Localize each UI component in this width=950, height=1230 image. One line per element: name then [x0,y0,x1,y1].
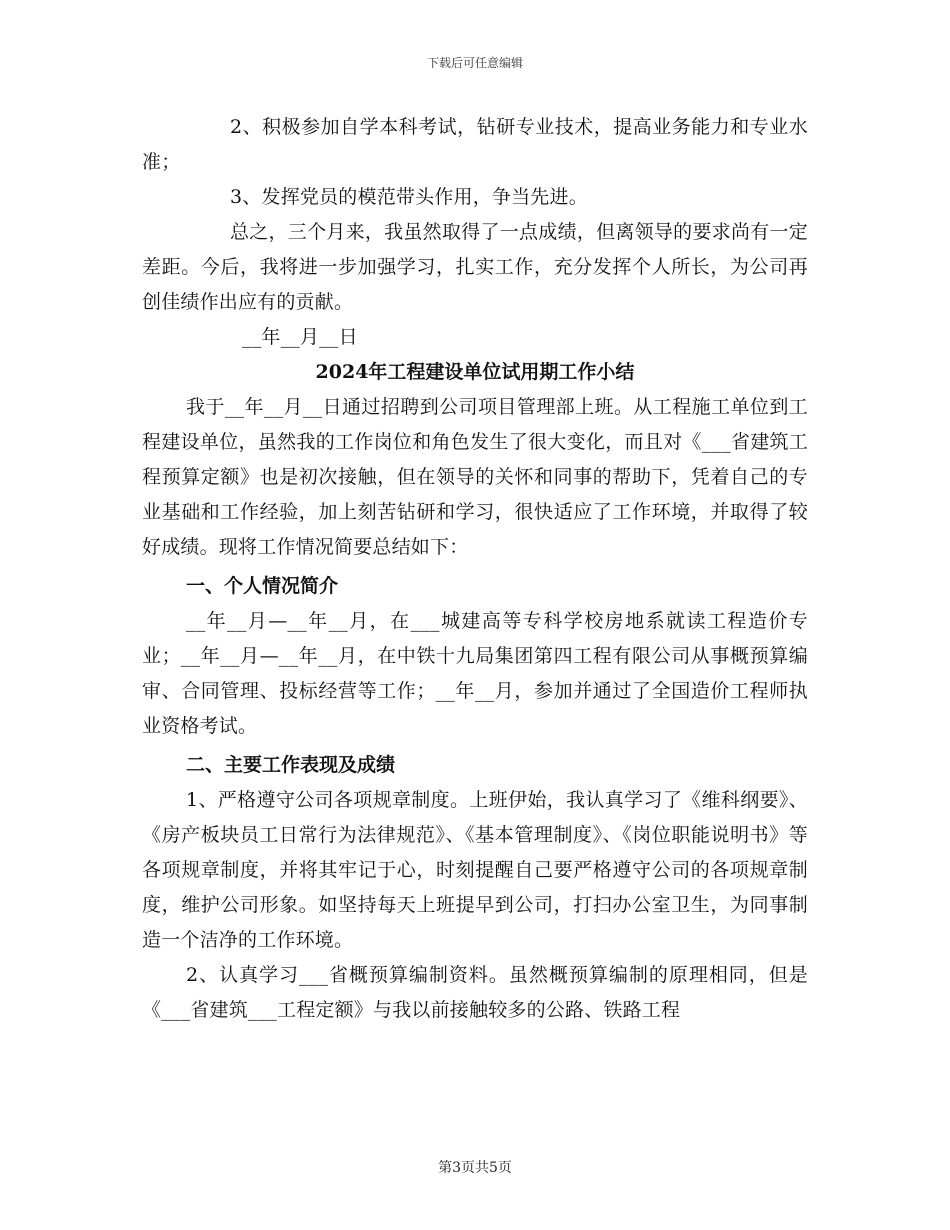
section-heading-2: 二、主要工作表现及成绩 [186,754,396,776]
paragraph-item-3: 3、发挥党员的模范带头作用，争当先进。 [230,186,588,208]
paragraph-conclusion: 总之，三个月来，我虽然取得了一点成绩，但离领导的要求尚有一定差距。今后，我将进一步加强学习，扎实工作，充分发挥个人所长，为公司再创佳绩作出应有的贡献。 [142,221,808,313]
paragraph-item-2: 2、积极参加自学本科考试，钻研专业技术，提高业务能力和专业水准； [142,116,808,173]
page-header: 下载后可任意编辑 [426,56,523,70]
paragraph-section-2-item-1: 1、严格遵守公司各项规章制度。上班伊始，我认真学习了《维科纲要》、《房产板块员工日常行为法律规范》、《基本管理制度》、《岗位职能说明书》等各项规章制度，并将其牢记于心，时刻提醒自己要严格遵守公司的各项规章制度，维护公司形象。如坚持每天上班提早到公司，打扫办公室卫生，为同事制造一个洁净的工作环境。 [142,789,808,951]
paragraph-section-1: __年__月—__年__月，在___城建高等专科学校房地系就读工程造价专业；__年__月—__年__月，在中铁十九局集团第四工程有限公司从事概预算编审、合同管理、投标经营等工作；__年__月，参加并通过了全国造价工程师执业资格考试。 [142,610,808,737]
document-title: 2024年工程建设单位试用期工作小结 [315,361,635,383]
document-body [142,110,808,1028]
paragraph-section-2-item-2: 2、认真学习___省概预算编制资料。虽然概预算编制的原理相同，但是《___省建筑___工程定额》与我以前接触较多的公路、铁路工程 [142,964,808,1021]
paragraph-intro: 我于__年__月__日通过招聘到公司项目管理部上班。从工程施工单位到工程建设单位，虽然我的工作岗位和角色发生了很大变化，而且对《___省建筑工程预算定额》也是初次接触，但在领导的关怀和同事的帮助下，凭着自己的专业基础和工作经验，加上刻苦钻研和学习，很快适应了工作环境，并取得了较好成绩。现将工作情况简要总结如下： [142,396,808,558]
date-line: __年__月__日 [242,326,358,348]
page-number: 第3页共5页 [438,1160,512,1176]
section-heading-1: 一、个人情况简介 [186,575,339,597]
